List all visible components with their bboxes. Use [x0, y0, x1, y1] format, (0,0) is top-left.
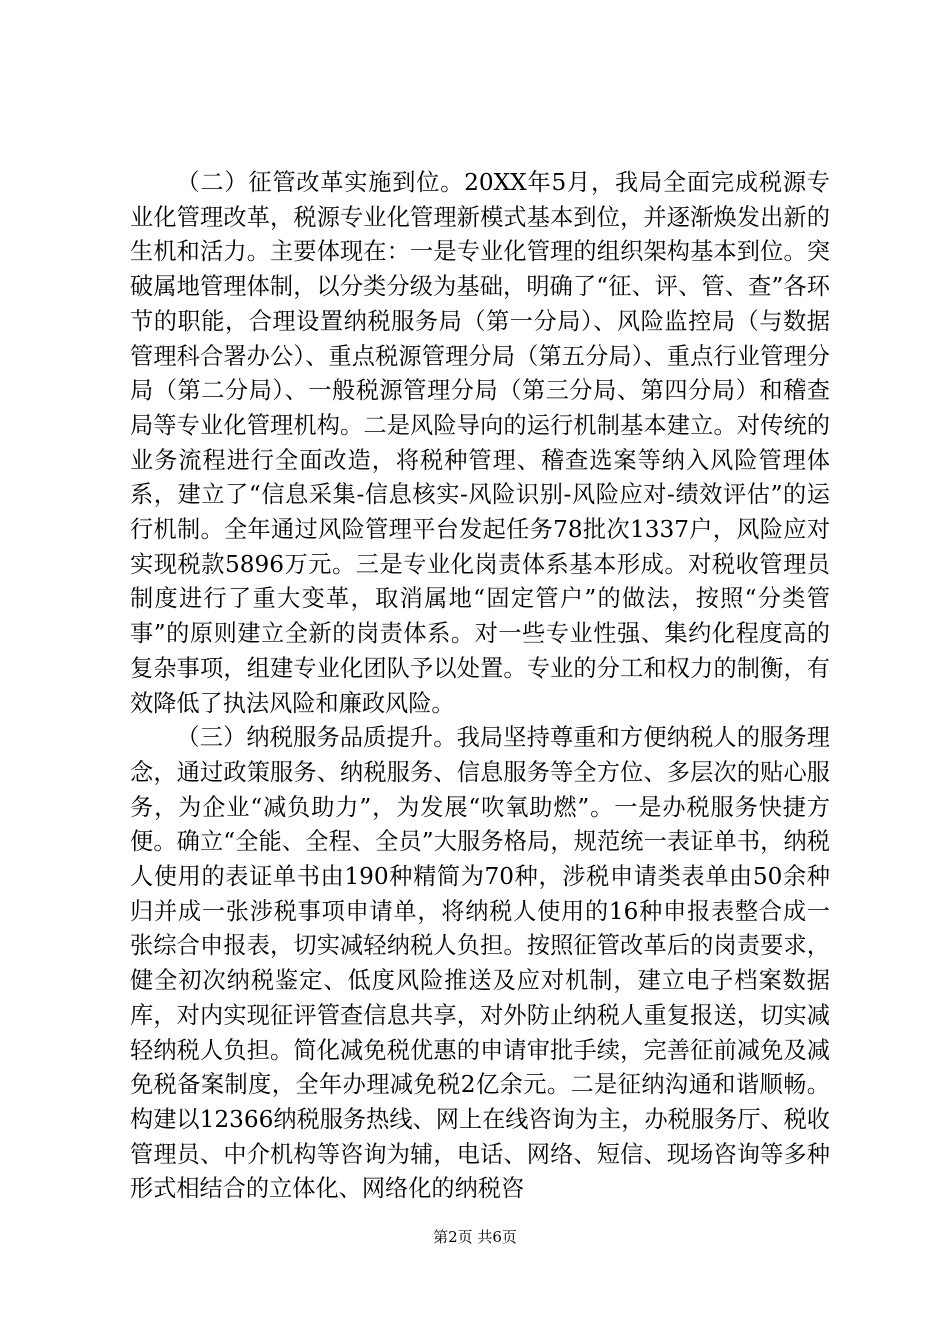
page-footer: 第2页 共6页	[433, 1228, 517, 1246]
paragraph-taxpayer-service: （三）纳税服务品质提升。我局坚持尊重和方便纳税人的服务理念，通过政策服务、纳税服务、信息服务等全方位、多层次的贴心服务，为企业“减负助力”，为发展“吹氧助燃”。一是办税服务快捷方便。确立“全能、全程、全员”大服务格局，规范统一表证单书，纳税人使用的表证单书由190种精简为70种，涉税申请类表单由50余种归并成一张涉税事项申请单，将纳税人使用的16种申报表整合成一张综合申报表，切实减轻纳税人负担。按照征管改革后的岗责要求，健全初次纳税鉴定、低度风险推送及应对机制，建立电子档案数据库，对内实现征评管查信息共享，对外防止纳税人重复报送，切实减轻纳税人负担。简化减免税优惠的申请审批手续，完善征前减免及减免税备案制度，全年办理减免税2亿余元。二是征纳沟通和谐顺畅。构建以12366纳税服务热线、网上在线咨询为主，办税服务厅、税收管理员、中介机构等咨询为辅，电话、网络、短信、现场咨询等多种形式相结合的立体化、网络化的纳税咨	[130, 724, 830, 1203]
document-body	[130, 166, 830, 1207]
paragraph-collection-reform: （二）征管改革实施到位。20XX年5月，我局全面完成税源专业化管理改革，税源专业化管理新模式基本到位，并逐渐焕发出新的生机和活力。主要体现在：一是专业化管理的组织架构基本到位。突破属地管理体制，以分类分级为基础，明确了“征、评、管、查”各环节的职能，合理设置纳税服务局（第一分局）、风险监控局（与数据管理科合署办公）、重点税源管理分局（第五分局）、重点行业管理分局（第二分局）、一般税源管理分局（第三分局、第四分局）和稽查局等专业化管理机构。二是风险导向的运行机制基本建立。对传统的业务流程进行全面改造，将税种管理、稽查选案等纳入风险管理体系，建立了“信息采集-信息核实-风险识别-风险应对-绩效评估”的运行机制。全年通过风险管理平台发起任务78批次1337户，风险应对实现税款5896万元。三是专业化岗责体系基本形成。对税收管理员制度进行了重大变革，取消属地“固定管户”的做法，按照“分类管事”的原则建立全新的岗责体系。对一些专业性强、集约化程度高的复杂事项，组建专业化团队予以处置。专业的分工和权力的制衡，有效降低了执法风险和廉政风险。	[130, 169, 830, 717]
